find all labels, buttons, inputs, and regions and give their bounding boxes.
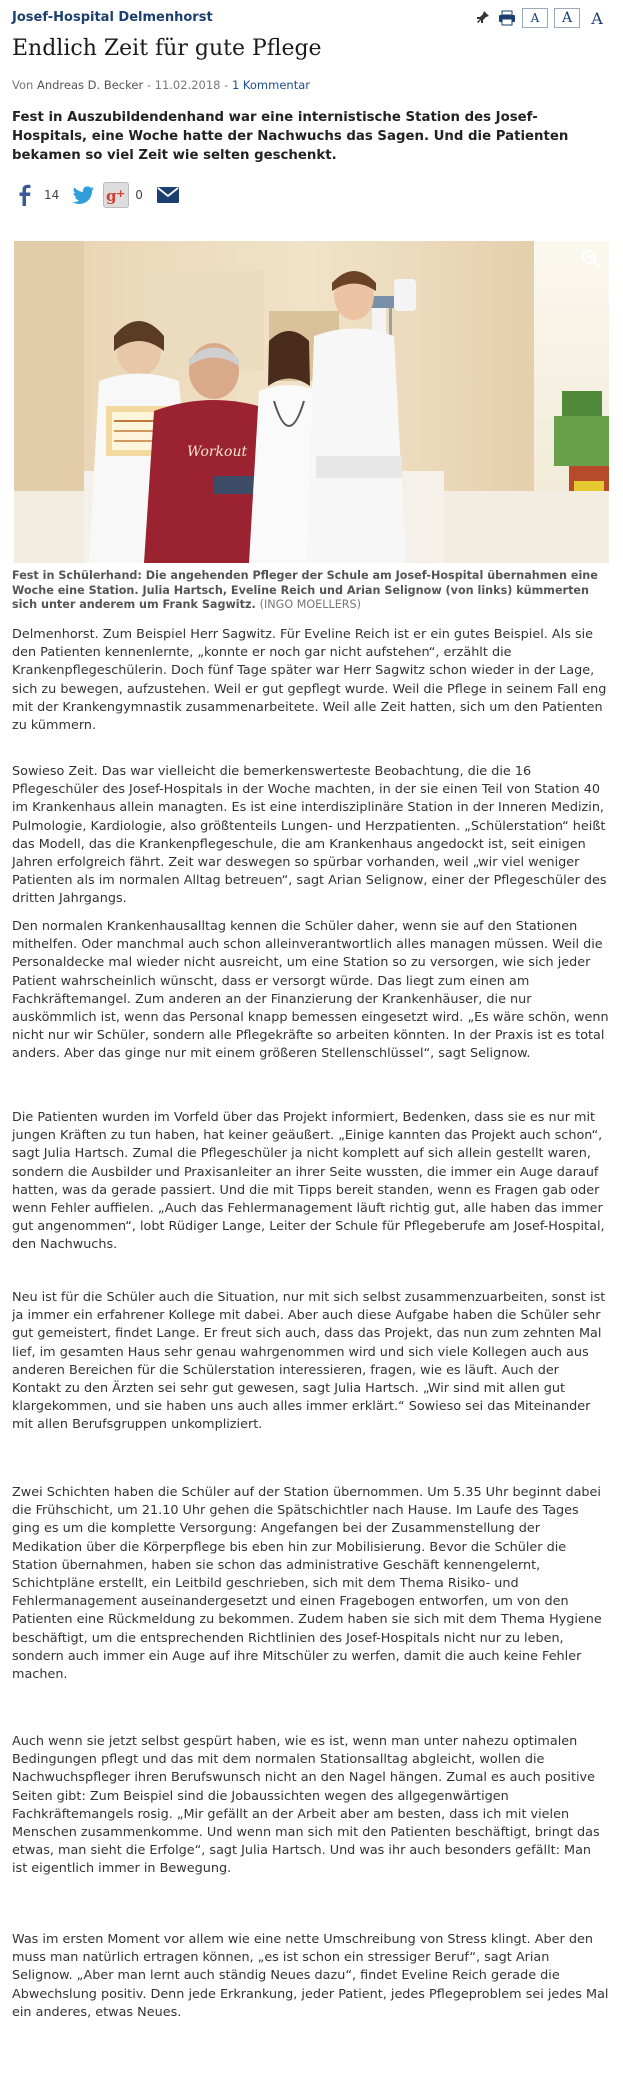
photo-caption xyxy=(12,569,608,613)
comments-link[interactable]: 1 Kommentar xyxy=(231,78,310,92)
google-plus-icon[interactable] xyxy=(103,182,129,208)
share-bar xyxy=(12,182,181,208)
google-plus-count: 0 xyxy=(135,188,143,202)
zoom-icon[interactable] xyxy=(581,249,601,273)
shirt-lettering: Workout xyxy=(187,444,248,460)
article-teaser: Fest in Auszubildendenhand war eine internistische Station des Josef-Hospitals, eine Woche hatte der Nachwuchs das Sagen. Und die Patienten bekamen so viel Zeit wie selten geschenkt. xyxy=(12,110,569,163)
svg-text:+: + xyxy=(116,187,126,200)
paragraph-1: Delmenhorst. Zum Beispiel Herr Sagwitz. Für Eveline Reich ist er ein gutes Beispiel. Als sie den Patienten kennenlernte, „konnte er noch gar nicht aufstehen“, erzählt die Krankenpflegeschülerin. Doch fünf Tage später war Herr Sagwitz schon wieder in der Lage, sich zu bewegen, aufzustehen. Weil er gut gepflegt wurde. Weil die Pflege in seinem Fall eng mit der Krankengymnastik zusammenarbeitete. Weil alle Zeit hatten, sich um den Patienten zu kümmern. xyxy=(12,627,607,734)
print-icon[interactable] xyxy=(498,9,516,27)
article-photo[interactable] xyxy=(14,241,609,563)
caption-text: Fest in Schülerhand: Die angehenden Pfleger der Schule am Josef-Hospital übernahmen eine Woche eine Station. Julia Hartsch, Eveline Reich und Arian Selignow (von links) kümmerten sich unter anderem um Frank Sagwitz. xyxy=(12,569,598,611)
byline-prefix: Von xyxy=(12,78,37,92)
paragraph-2: Sowieso Zeit. Das war vielleicht die bemerkenswerteste Beobachtung, die die 16 Pflegeschüler des Josef-Hospitals in der Woche machten, in der sie einen Teil von Station 40 im Krankenhaus allein managten. Es ist eine interdisziplinäre Station in der Inneren Medizin, Pulmologie, Kardiologie, also größtenteils Lungen- und Herzpatienten. „Schülerstation“ heißt das Modell, das die Krankenpflegeschule, die am Krankenhaus angedockt ist, seit einigen Jahren erfolgreich fährt. Zeit war deswegen so spürbar vorhanden, weil „wir viel weniger Patienten als im normalen Alltag betreuen“, sagt Arian Selignow, einer der Pflegeschüler des dritten Jahrgangs. xyxy=(12,764,607,907)
font-size-small-button[interactable]: A xyxy=(522,8,548,28)
font-size-medium-button[interactable]: A xyxy=(554,8,580,28)
top-bar xyxy=(12,8,612,28)
facebook-count: 14 xyxy=(44,188,60,202)
paragraph-5: Neu ist für die Schüler auch die Situation, nur mit sich selbst zusammenzuarbeiten, sonst ist ja immer ein erfahrener Kollege mit dabei. Aber auch diese Aufgabe haben die Schüler sehr gut gemeistert, findet Lange. Er freut sich auch, dass das Projekt, das nun zum zehnten Mal lief, im gesamten Haus sehr genau wahrgenommen wird und sich viele Kollegen auch aus anderen Bereichen für die Schülerstation interessieren, fragen, wie es läuft. Auch der Kontakt zu den Ärzten sei sehr gut gewesen, sagt Julia Hartsch. „Wir sind mit allen gut klargekommen, und sie haben uns auch alles immer erklärt.“ Sowieso sei das Miteinander mit allen Berufsgruppen unkompliziert. xyxy=(12,1290,606,1433)
paragraph-6: Zwei Schichten haben die Schüler auf der Station übernommen. Um 5.35 Uhr beginnt dabei die Frühschicht, um 21.10 Uhr gehen die Spätschichtler nach Hause. Im Laufe des Tages ging es um die komplette Versorgung: Angefangen bei der Zusammenstellung der Medikation über die Körperpflege bis eben hin zur Mobilisierung. Bevor die Schüler die Station übernahmen, haben sie schon das administrative Geschäft kennengelernt, Schichtpläne erstellt, ein Leitbild geschrieben, sich mit dem Thema Risiko- und Fehlermanagement auseinandergesetzt und einen Fragebogen entworfen, um von den Patienten eine Rückmeldung zu bekommen. Zudem haben sie sich mit dem Thema Hygiene beschäftigt, um die entsprechenden Richtlinien des Josef-Hospitals nicht nur zu leben, sondern auch immer ein Auge auf ihre Mitschüler zu werfen, damit die auch keine Fehler machen. xyxy=(12,1485,602,1683)
svg-text:g: g xyxy=(106,187,117,204)
twitter-icon[interactable] xyxy=(71,182,97,208)
email-icon[interactable] xyxy=(155,182,181,208)
byline xyxy=(12,78,310,92)
publish-date: - 11.02.2018 - xyxy=(143,78,232,92)
paragraph-8: Was im ersten Moment vor allem wie eine nette Umschreibung von Stress klingt. Aber den muss man natürlich ertragen können, „es ist schon ein stressiger Beruf“, sagt Arian Selignow. „Aber man lernt auch ständig Neues dazu“, findet Eveline Reich gerade die Abwechslung positiv. Denn jede Erkrankung, jeder Patient, jedes Pflegeproblem sei jedes Mal ein anderes, etwas Neues. xyxy=(12,1932,609,2020)
font-size-large-button[interactable]: A xyxy=(591,8,603,28)
article-tools xyxy=(474,8,608,28)
photo-credit: (INGO MOELLERS) xyxy=(259,598,362,611)
paragraph-4: Die Patienten wurden im Vorfeld über das Projekt informiert, Bedenken, dass sie es nur mit jungen Kräften zu tun haben, hat keiner geäußert. „Einige kannten das Projekt auch schon“, sagt Julia Hartsch. Zumal die Pflegeschüler ja nicht komplett auf sich allein gestellt waren, sondern die Ausbilder und Praxisanleiter an ihrer Seite wussten, die immer ein Auge darauf hatten, was da gerade passiert. Und die mit Tipps bereit standen, wenn es Fragen gab oder wenn Fehler auffielen. „Auch das Fehlermanagement läuft richtig gut, alle haben das immer gut angenommen“, lobt Rüdiger Lange, Leiter der Schule für Pflegeberufe am Josef-Hospital, den Nachwuchs. xyxy=(12,1110,605,1253)
paragraph-3: Den normalen Krankenhausalltag kennen die Schüler daher, wenn sie auf den Stationen mithelfen. Oder manchmal auch schon alleinverantwortlich alles managen müssen. Weil die Personaldecke mal wieder nicht ausreicht, um eine Station so zu versorgen, wie sich jeder Patient wahrscheinlich wünscht, dass er versorgt würde. Das liegt zum einen am Fachkräftemangel. Zum anderen an der Finanzierung der Krankenhäuser, die nur auskömmlich ist, wenn das Personal knapp bemessen eingesetzt wird. „Es wäre schön, wenn nicht nur wir Schüler, sondern alle Pflegekräfte so arbeiten könnten. In der Praxis ist es total anders. Aber das ginge nur mit einem größeren Stellenschlüssel“, sagt Selignow. xyxy=(12,919,609,1062)
section-kicker: Josef-Hospital Delmenhorst xyxy=(12,10,213,25)
author-name[interactable]: Andreas D. Becker xyxy=(36,78,144,92)
pin-icon[interactable] xyxy=(474,9,492,27)
paragraph-7: Auch wenn sie jetzt selbst gespürt haben, wie es ist, wenn man unter nahezu optimalen Bedingungen pflegt und das mit dem normalen Stationsalltag abgleicht, wollen die Nachwuchspfleger ihren Berufswunsch nicht an den Nagel hängen. Zumal es auch positive Seiten gibt: Zum Beispiel sind die Jobaussichten wegen des allgegenwärtigen Fachkräftemangels rosig. „Mir gefällt an der Arbeit aber am besten, dass ich mit vielen Menschen zusammenkomme. Und wenn man sich mit den Patienten beschäftigt, bringt das etwas, man sieht die Erfolge“, sagt Julia Hartsch. Und was ihr auch besonders gefällt: Man ist eigentlich immer in Bewegung. xyxy=(12,1734,600,1877)
facebook-icon[interactable] xyxy=(12,182,38,208)
article-title: Endlich Zeit für gute Pflege xyxy=(12,36,322,61)
